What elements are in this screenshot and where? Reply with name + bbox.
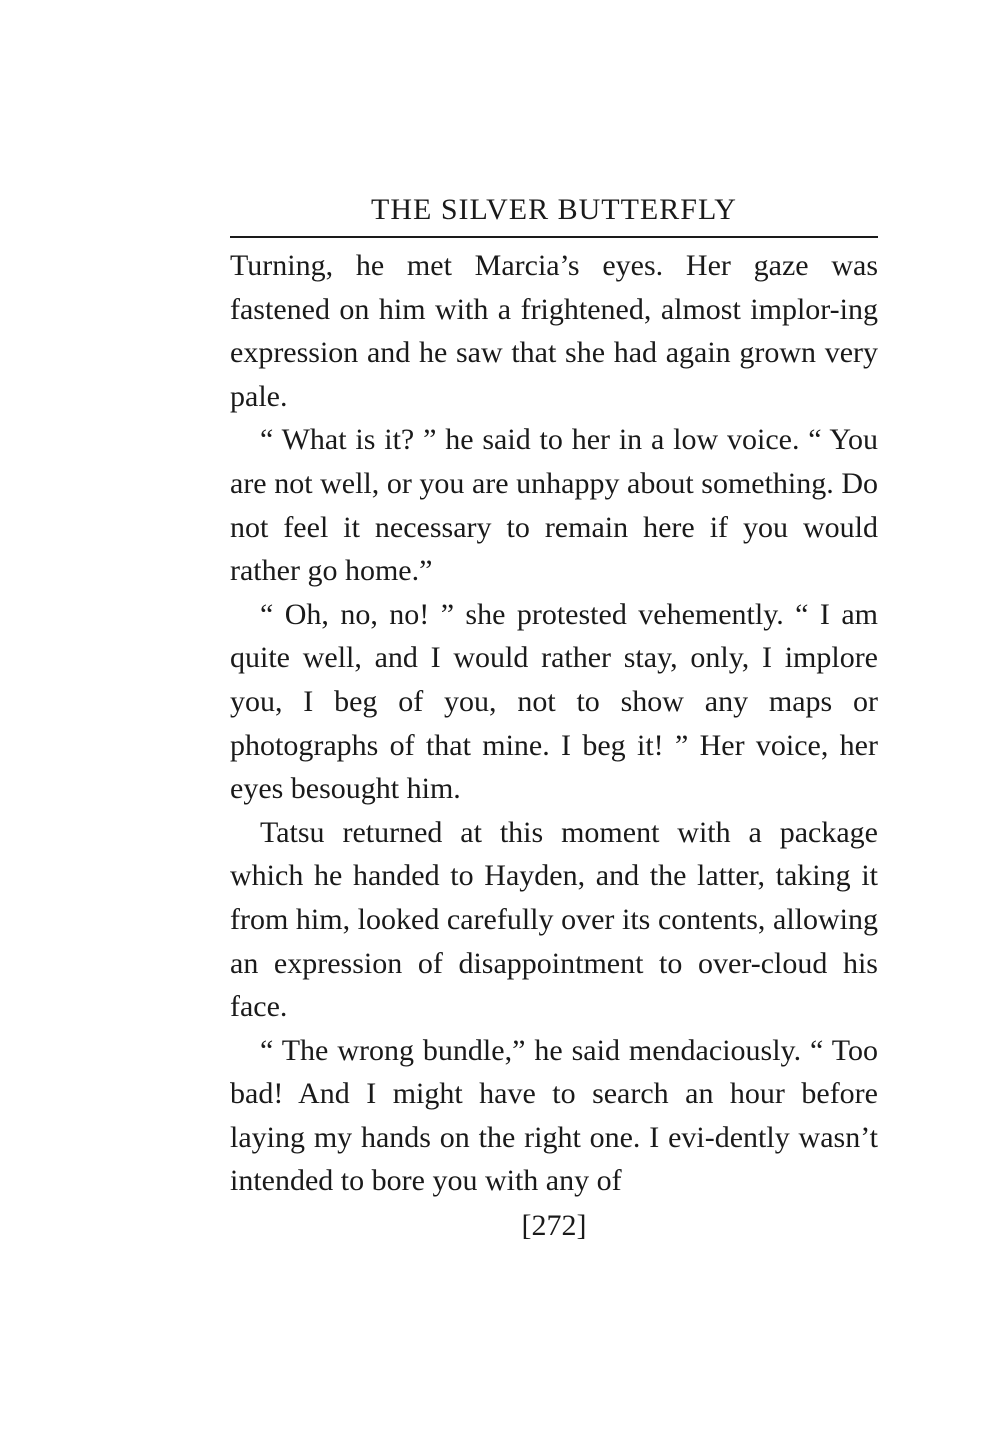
- paragraph-3: “ Oh, no, no! ” she protested vehemently. “ I am quite well, and I would rather stay, only, I implore you, I beg of you, not to show any maps or photographs of that mine. I beg it! ” Her voice, her eyes besought him.: [230, 597, 878, 806]
- paragraph-2: “ What is it? ” he said to her in a low voice. “ You are not well, or you are unhappy about something. Do not feel it necessary to remain here if you would rather go home.”: [230, 423, 878, 588]
- paragraph-4: Tatsu returned at this moment with a package which he handed to Hayden, and the latter, taking it from him, looked carefully over its contents, allowing an expression of disappointment to over-cloud his face.: [230, 815, 878, 1024]
- paragraph-5: “ The wrong bundle,” he said mendaciously. “ Too bad! And I might have to search an hour before laying my hands on the right one. I evi-dently wasn’t intended to bore you with any of: [230, 1033, 878, 1198]
- header-rule: [230, 236, 878, 238]
- book-page: [230, 188, 878, 1203]
- page-number: [272]: [521, 1209, 587, 1242]
- paragraph-1: Turning, he met Marcia’s eyes. Her gaze was fastened on him with a frightened, almost implor-ing expression and he saw that she had again grown very pale.: [230, 249, 878, 413]
- running-head: THE SILVER BUTTERFLY: [371, 193, 737, 226]
- body-text: [230, 244, 878, 1203]
